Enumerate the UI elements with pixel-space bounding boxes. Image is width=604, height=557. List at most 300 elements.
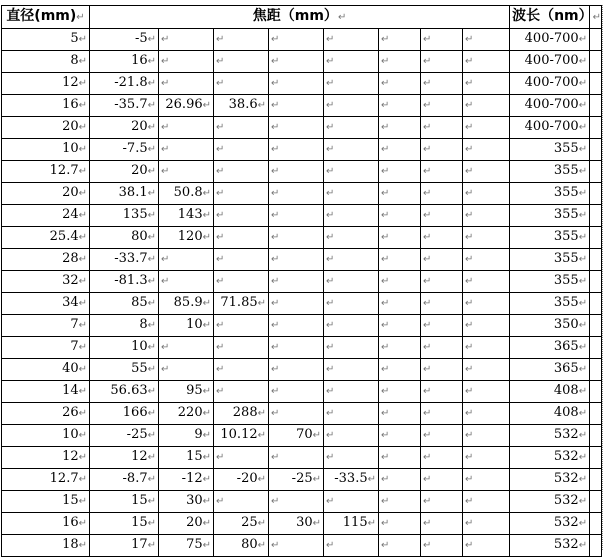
row-end-cell [590, 139, 602, 161]
paragraph-mark: ↵ [578, 342, 588, 353]
paragraph-mark: ↵ [216, 342, 225, 353]
paragraph-mark: ↵ [147, 144, 156, 155]
paragraph-mark: ↵ [423, 122, 432, 133]
paragraph-mark: ↵ [147, 496, 156, 507]
paragraph-mark: ↵ [271, 320, 280, 331]
paragraph-mark: ↵ [465, 276, 474, 287]
focal-length-cell: 120↵ [159, 227, 214, 249]
focal-length-cell [463, 271, 510, 293]
focal-length-cell [269, 29, 324, 51]
paragraph-mark: ↵ [367, 518, 376, 529]
paragraph-mark: ↵ [578, 386, 588, 397]
table-row [2, 271, 602, 293]
paragraph-mark: ↵ [381, 254, 390, 265]
paragraph-mark: ↵ [78, 276, 87, 287]
focal-length-cell [463, 513, 510, 535]
focal-length-cell [269, 403, 324, 425]
focal-length-cell [463, 161, 510, 183]
paragraph-mark: ↵ [465, 144, 474, 155]
focal-length-cell [269, 51, 324, 73]
wavelength-cell: 532↵ [510, 425, 590, 447]
paragraph-mark: ↵ [578, 254, 588, 265]
paragraph-mark: ↵ [216, 166, 225, 177]
paragraph-mark: ↵ [161, 34, 170, 45]
paragraph-mark: ↵ [381, 342, 390, 353]
paragraph-mark: ↵ [312, 430, 321, 441]
wavelength-cell: 355↵ [510, 161, 590, 183]
paragraph-mark: ↵ [78, 166, 87, 177]
paragraph-mark: ↵ [381, 386, 390, 397]
diameter-cell: 5↵ [2, 29, 90, 51]
table-right-edge [602, 5, 603, 550]
row-end-cell [590, 403, 602, 425]
paragraph-mark: ↵ [78, 188, 87, 199]
paragraph-mark: ↵ [257, 518, 266, 529]
focal-length-cell [379, 117, 421, 139]
focal-length-cell [379, 95, 421, 117]
focal-length-cell: -20↵ [214, 469, 269, 491]
focal-length-cell [421, 249, 463, 271]
paragraph-mark: ↵ [326, 452, 335, 463]
paragraph-mark: ↵ [578, 320, 588, 331]
paragraph-mark: ↵ [202, 298, 211, 309]
paragraph-mark: ↵ [381, 78, 390, 89]
focal-length-cell [379, 337, 421, 359]
focal-length-cell: 10↵ [90, 337, 159, 359]
focal-length-cell [463, 51, 510, 73]
table-row [2, 161, 602, 183]
focal-length-cell [463, 139, 510, 161]
wavelength-cell: 365↵ [510, 359, 590, 381]
paragraph-mark: ↵ [326, 144, 335, 155]
wavelength-cell: 355↵ [510, 183, 590, 205]
paragraph-mark: ↵ [381, 430, 390, 441]
paragraph-mark: ↵ [216, 56, 225, 67]
paragraph-mark: ↵ [147, 276, 156, 287]
paragraph-mark: ↵ [423, 166, 432, 177]
table-row [2, 425, 602, 447]
focal-length-cell [159, 139, 214, 161]
paragraph-mark: ↵ [465, 518, 474, 529]
focal-length-cell: 20↵ [90, 117, 159, 139]
paragraph-mark: ↵ [147, 34, 156, 45]
paragraph-mark: ↵ [381, 34, 390, 45]
focal-length-cell [379, 315, 421, 337]
diameter-cell: 12↵ [2, 73, 90, 95]
focal-length-cell: 55↵ [90, 359, 159, 381]
focal-length-cell [269, 161, 324, 183]
wavelength-cell: 400-700↵ [510, 51, 590, 73]
focal-length-cell: 288↵ [214, 403, 269, 425]
paragraph-mark: ↵ [423, 100, 432, 111]
row-end-cell [590, 425, 602, 447]
wavelength-cell: 408↵ [510, 381, 590, 403]
paragraph-mark: ↵ [78, 430, 87, 441]
paragraph-mark: ↵ [271, 232, 280, 243]
paragraph-mark: ↵ [423, 78, 432, 89]
row-end-cell [590, 161, 602, 183]
paragraph-mark: ↵ [271, 386, 280, 397]
focal-length-cell [421, 205, 463, 227]
focal-length-cell [324, 403, 379, 425]
focal-length-cell [159, 271, 214, 293]
focal-length-cell [324, 73, 379, 95]
wavelength-cell: 350↵ [510, 315, 590, 337]
paragraph-mark: ↵ [147, 298, 156, 309]
paragraph-mark: ↵ [367, 474, 376, 485]
focal-length-cell [463, 29, 510, 51]
focal-length-cell [214, 117, 269, 139]
paragraph-mark: ↵ [216, 188, 225, 199]
paragraph-mark: ↵ [202, 232, 211, 243]
paragraph-mark: ↵ [465, 100, 474, 111]
wavelength-cell: 532↵ [510, 535, 590, 557]
paragraph-mark: ↵ [578, 210, 588, 221]
diameter-cell: 25.4↵ [2, 227, 90, 249]
row-end-cell [590, 73, 602, 95]
focal-length-cell [324, 249, 379, 271]
diameter-cell: 10↵ [2, 425, 90, 447]
paragraph-mark: ↵ [381, 188, 390, 199]
paragraph-mark: ↵ [465, 320, 474, 331]
focal-length-cell [379, 73, 421, 95]
focal-length-cell [379, 359, 421, 381]
focal-length-cell [324, 117, 379, 139]
paragraph-mark: ↵ [578, 78, 588, 89]
focal-length-cell [324, 205, 379, 227]
paragraph-mark: ↵ [216, 386, 225, 397]
paragraph-mark: ↵ [578, 496, 588, 507]
paragraph-mark: ↵ [202, 386, 211, 397]
paragraph-mark: ↵ [578, 540, 588, 551]
focal-length-cell: 17↵ [90, 535, 159, 557]
focal-length-cell: -21.8↵ [90, 73, 159, 95]
focal-length-cell: -25↵ [90, 425, 159, 447]
header-wavelength: 波长（nm）↵ [510, 6, 590, 29]
focal-length-cell [269, 447, 324, 469]
paragraph-mark: ↵ [202, 188, 211, 199]
paragraph-mark: ↵ [423, 232, 432, 243]
paragraph-mark: ↵ [216, 364, 225, 375]
wavelength-cell: 532↵ [510, 447, 590, 469]
paragraph-mark: ↵ [216, 210, 225, 221]
paragraph-mark: ↵ [271, 452, 280, 463]
focal-length-cell [421, 73, 463, 95]
wavelength-cell: 400-700↵ [510, 73, 590, 95]
focal-length-cell: 50.8↵ [159, 183, 214, 205]
paragraph-mark: ↵ [161, 342, 170, 353]
paragraph-mark: ↵ [271, 496, 280, 507]
paragraph-mark: ↵ [271, 188, 280, 199]
paragraph-mark: ↵ [423, 408, 432, 419]
focal-length-cell [421, 447, 463, 469]
focal-length-cell [214, 139, 269, 161]
paragraph-mark: ↵ [381, 496, 390, 507]
paragraph-mark: ↵ [326, 122, 335, 133]
focal-length-cell [463, 73, 510, 95]
focal-length-cell [269, 139, 324, 161]
paragraph-mark: ↵ [161, 144, 170, 155]
focal-length-cell [379, 469, 421, 491]
focal-length-cell [269, 381, 324, 403]
wavelength-cell: 355↵ [510, 271, 590, 293]
paragraph-mark: ↵ [578, 364, 588, 375]
focal-length-cell [463, 381, 510, 403]
paragraph-mark: ↵ [326, 320, 335, 331]
paragraph-mark: ↵ [326, 408, 335, 419]
focal-length-cell [421, 51, 463, 73]
header-focal-length: 焦距（mm）↵ [90, 6, 510, 29]
paragraph-mark: ↵ [381, 474, 390, 485]
diameter-cell: 18↵ [2, 535, 90, 557]
paragraph-mark: ↵ [147, 364, 156, 375]
row-end-cell [590, 117, 602, 139]
paragraph-mark: ↵ [202, 496, 211, 507]
focal-length-cell [324, 271, 379, 293]
paragraph-mark: ↵ [271, 56, 280, 67]
paragraph-mark: ↵ [147, 166, 156, 177]
paragraph-mark: ↵ [147, 254, 156, 265]
paragraph-mark: ↵ [578, 122, 588, 133]
wavelength-cell: 355↵ [510, 249, 590, 271]
focal-length-cell: 220↵ [159, 403, 214, 425]
focal-length-cell [159, 337, 214, 359]
paragraph-mark: ↵ [381, 232, 390, 243]
paragraph-mark: ↵ [271, 100, 280, 111]
focal-length-cell [421, 29, 463, 51]
focal-length-cell [463, 95, 510, 117]
row-end-cell [590, 491, 602, 513]
paragraph-mark: ↵ [78, 408, 87, 419]
focal-length-cell: -25↵ [269, 469, 324, 491]
focal-length-cell: 20↵ [159, 513, 214, 535]
focal-length-cell: 143↵ [159, 205, 214, 227]
row-end-cell [590, 227, 602, 249]
focal-length-cell [421, 403, 463, 425]
focal-length-cell [421, 95, 463, 117]
paragraph-mark: ↵ [465, 452, 474, 463]
header-row [2, 6, 602, 29]
focal-length-cell [421, 381, 463, 403]
paragraph-mark: ↵ [216, 232, 225, 243]
table-row [2, 29, 602, 51]
focal-length-cell [421, 117, 463, 139]
diameter-cell: 14↵ [2, 381, 90, 403]
paragraph-mark: ↵ [578, 188, 588, 199]
focal-length-cell [269, 205, 324, 227]
paragraph-mark: ↵ [326, 276, 335, 287]
paragraph-mark: ↵ [423, 188, 432, 199]
diameter-cell: 15↵ [2, 491, 90, 513]
focal-length-cell: 15↵ [90, 491, 159, 513]
focal-length-cell [379, 447, 421, 469]
focal-length-cell [214, 249, 269, 271]
paragraph-mark: ↵ [423, 144, 432, 155]
paragraph-mark: ↵ [202, 430, 211, 441]
paragraph-mark: ↵ [216, 452, 225, 463]
wavelength-cell: 365↵ [510, 337, 590, 359]
paragraph-mark: ↵ [147, 474, 156, 485]
paragraph-mark: ↵ [78, 122, 87, 133]
focal-length-cell [379, 293, 421, 315]
focal-length-cell [379, 139, 421, 161]
focal-length-cell: 166↵ [90, 403, 159, 425]
focal-length-cell [159, 29, 214, 51]
focal-length-cell [214, 51, 269, 73]
diameter-cell: 7↵ [2, 337, 90, 359]
paragraph-mark: ↵ [312, 518, 321, 529]
row-end-cell [590, 29, 602, 51]
row-end-cell [590, 535, 602, 557]
paragraph-mark: ↵ [202, 100, 211, 111]
focal-length-cell [159, 51, 214, 73]
paragraph-mark: ↵ [578, 474, 588, 485]
focal-length-cell: -81.3↵ [90, 271, 159, 293]
paragraph-mark: ↵ [147, 78, 156, 89]
focal-length-cell [269, 535, 324, 557]
focal-length-cell [379, 271, 421, 293]
paragraph-mark: ↵ [147, 210, 156, 221]
focal-length-cell: 8↵ [90, 315, 159, 337]
focal-length-cell [379, 535, 421, 557]
focal-length-cell [421, 139, 463, 161]
focal-length-cell [463, 359, 510, 381]
paragraph-mark: ↵ [147, 430, 156, 441]
focal-length-cell [463, 337, 510, 359]
row-end-cell [590, 183, 602, 205]
paragraph-mark: ↵ [381, 122, 390, 133]
table-row [2, 337, 602, 359]
diameter-cell: 12.7↵ [2, 469, 90, 491]
row-end-cell [590, 469, 602, 491]
focal-length-cell [324, 95, 379, 117]
wavelength-cell: 400-700↵ [510, 29, 590, 51]
focal-length-cell [324, 381, 379, 403]
paragraph-mark: ↵ [257, 100, 266, 111]
row-end-cell [590, 513, 602, 535]
focal-length-cell [324, 491, 379, 513]
diameter-cell: 8↵ [2, 51, 90, 73]
focal-length-cell [269, 293, 324, 315]
focal-length-cell [159, 161, 214, 183]
focal-length-cell: 10↵ [159, 315, 214, 337]
focal-length-cell [421, 513, 463, 535]
paragraph-mark: ↵ [78, 364, 87, 375]
focal-length-cell: 12↵ [90, 447, 159, 469]
focal-length-cell [269, 491, 324, 513]
focal-length-cell [214, 183, 269, 205]
table-row [2, 447, 602, 469]
paragraph-mark: ↵ [271, 254, 280, 265]
focal-length-cell [214, 491, 269, 513]
paragraph-mark: ↵ [78, 518, 87, 529]
paragraph-mark: ↵ [78, 540, 87, 551]
wavelength-cell: 400-700↵ [510, 117, 590, 139]
table-row [2, 293, 602, 315]
paragraph-mark: ↵ [465, 342, 474, 353]
paragraph-mark: ↵ [381, 144, 390, 155]
wavelength-cell: 355↵ [510, 227, 590, 249]
paragraph-mark: ↵ [78, 496, 87, 507]
paragraph-mark: ↵ [202, 452, 211, 463]
paragraph-mark: ↵ [271, 144, 280, 155]
paragraph-mark: ↵ [465, 188, 474, 199]
paragraph-mark: ↵ [465, 298, 474, 309]
paragraph-mark: ↵ [326, 386, 335, 397]
focal-length-cell: 16↵ [90, 51, 159, 73]
focal-length-cell [379, 29, 421, 51]
focal-length-cell: -35.7↵ [90, 95, 159, 117]
paragraph-mark: ↵ [465, 122, 474, 133]
paragraph-mark: ↵ [465, 232, 474, 243]
focal-length-cell [214, 359, 269, 381]
focal-length-cell [463, 293, 510, 315]
paragraph-mark: ↵ [202, 210, 211, 221]
paragraph-mark: ↵ [423, 540, 432, 551]
paragraph-mark: ↵ [381, 408, 390, 419]
focal-length-cell [463, 315, 510, 337]
row-end-cell [590, 271, 602, 293]
focal-length-cell [324, 161, 379, 183]
paragraph-mark: ↵ [423, 320, 432, 331]
focal-length-cell [324, 29, 379, 51]
focal-length-cell: 80↵ [90, 227, 159, 249]
wavelength-cell: 532↵ [510, 469, 590, 491]
focal-length-cell: 9↵ [159, 425, 214, 447]
paragraph-mark: ↵ [423, 56, 432, 67]
focal-length-cell: -5↵ [90, 29, 159, 51]
row-end-cell [590, 359, 602, 381]
focal-length-cell [324, 359, 379, 381]
focal-length-cell [463, 227, 510, 249]
focal-length-cell [214, 227, 269, 249]
table-row [2, 403, 602, 425]
paragraph-mark: ↵ [578, 452, 588, 463]
paragraph-mark: ↵ [381, 320, 390, 331]
paragraph-mark: ↵ [381, 210, 390, 221]
table-row [2, 315, 602, 337]
diameter-cell: 28↵ [2, 249, 90, 271]
paragraph-mark: ↵ [578, 144, 588, 155]
paragraph-mark: ↵ [326, 232, 335, 243]
focal-length-cell [269, 183, 324, 205]
paragraph-mark: ↵ [423, 474, 432, 485]
paragraph-mark: ↵ [326, 78, 335, 89]
paragraph-mark: ↵ [271, 342, 280, 353]
paragraph-mark: ↵ [465, 540, 474, 551]
focal-length-cell [214, 337, 269, 359]
row-end-cell [590, 293, 602, 315]
focal-length-cell [324, 51, 379, 73]
focal-length-cell [324, 315, 379, 337]
row-end-cell [590, 447, 602, 469]
paragraph-mark: ↵ [465, 496, 474, 507]
wavelength-cell: 355↵ [510, 293, 590, 315]
focal-length-cell [214, 271, 269, 293]
paragraph-mark: ↵ [271, 210, 280, 221]
focal-length-cell: 80↵ [214, 535, 269, 557]
diameter-cell: 12.7↵ [2, 161, 90, 183]
focal-length-cell [463, 205, 510, 227]
paragraph-mark: ↵ [271, 122, 280, 133]
paragraph-mark: ↵ [326, 56, 335, 67]
focal-length-cell [269, 359, 324, 381]
focal-length-cell [269, 271, 324, 293]
paragraph-mark: ↵ [271, 276, 280, 287]
paragraph-mark: ↵ [147, 320, 156, 331]
table-row [2, 95, 602, 117]
paragraph-mark: ↵ [578, 518, 588, 529]
